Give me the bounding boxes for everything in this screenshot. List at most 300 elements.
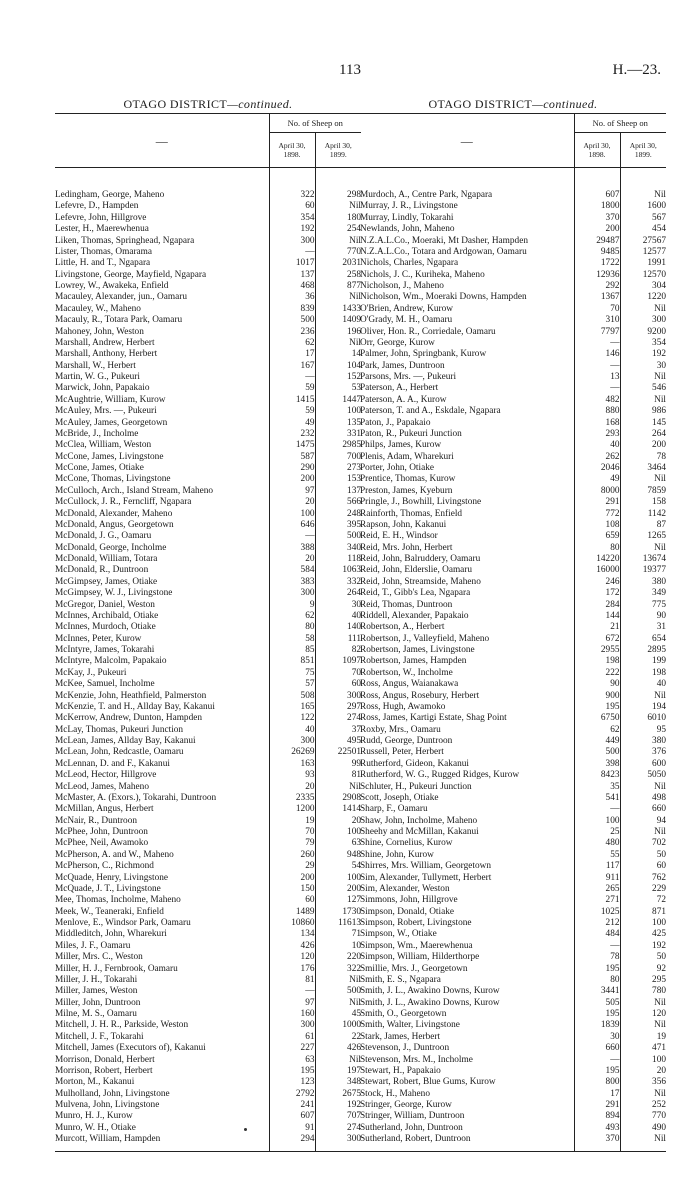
sheep-1898: 123	[269, 1077, 315, 1088]
sheep-1898: 78	[574, 952, 620, 963]
sheep-1899: 90	[620, 611, 666, 622]
table-row	[55, 440, 361, 451]
table-row	[55, 918, 361, 929]
sheep-1898: 659	[574, 531, 620, 542]
table-row	[360, 213, 666, 224]
sheep-1898: 192	[269, 224, 315, 235]
sheep-1898: 7797	[574, 327, 620, 338]
sheep-1899: 53	[315, 383, 361, 394]
sheep-1898: 894	[574, 1111, 620, 1122]
sheep-1899: 30	[315, 600, 361, 611]
owner-name: McCulloch, Arch., Island Stream, Maheno	[55, 485, 214, 496]
owner-name: Sutherland, John, Duntroon	[360, 1122, 463, 1133]
sheep-1899: 87	[620, 520, 666, 531]
sheep-1899: 78	[620, 452, 666, 463]
sheep-1898: 195	[269, 1066, 315, 1077]
sheep-1899: 104	[315, 361, 361, 372]
sheep-1899: 770	[620, 1111, 666, 1122]
table-row	[360, 588, 666, 599]
sheep-1898: 1415	[269, 395, 315, 406]
table-row	[360, 474, 666, 485]
table-row	[55, 247, 361, 258]
sheep-1898: —	[574, 383, 620, 394]
owner-name: Milne, M. S., Oamaru	[55, 1009, 137, 1019]
sheep-1898: 75	[269, 668, 315, 679]
sheep-1899: Nil	[620, 691, 666, 702]
sheep-1899: Nil	[315, 998, 361, 1009]
sheep-1899: 37	[315, 725, 361, 736]
sheep-1898: 168	[574, 418, 620, 429]
owner-name: Rainforth, Thomas, Enfield	[360, 508, 463, 519]
sheep-1898: 70	[269, 827, 315, 838]
sheep-1899: 100	[315, 873, 361, 884]
sheep-1899: 252	[620, 1100, 666, 1111]
sheep-1899: 1409	[315, 315, 361, 326]
table-row	[360, 611, 666, 622]
sheep-1899: 297	[315, 702, 361, 713]
table-row	[55, 418, 361, 429]
table-row	[55, 736, 361, 747]
owner-name: N.Z.A.L.Co., Moeraki, Mt Dasher, Hampden	[360, 235, 528, 246]
table-row	[360, 486, 666, 497]
table-row	[360, 1100, 666, 1111]
sheep-1898: 851	[269, 656, 315, 667]
sheep-1898: 241	[269, 1100, 315, 1111]
sheep-1899: 1097	[315, 656, 361, 667]
owner-name: Lefevre, D., Hampden	[55, 201, 139, 212]
owner-name: Murcott, William, Hampden	[55, 1134, 161, 1145]
sheep-1899: Nil	[620, 304, 666, 315]
sheep-1898: 58	[269, 634, 315, 645]
sheep-1898: 100	[269, 509, 315, 520]
sheep-1899: 331	[315, 429, 361, 440]
sheep-1898: 62	[269, 611, 315, 622]
sheep-1899: 200	[315, 884, 361, 895]
table-row	[360, 543, 666, 554]
sheep-1899: 19	[620, 1032, 666, 1043]
sheep-1899: 45	[315, 1009, 361, 1020]
table-row	[360, 668, 666, 679]
table-row	[55, 873, 361, 884]
sheep-1899: 1142	[620, 509, 666, 520]
table-row	[55, 213, 361, 224]
owner-name: Sharp, F., Oamaru	[360, 804, 428, 815]
table-row	[360, 406, 666, 417]
sheep-1898: 63	[269, 1055, 315, 1066]
table-row	[360, 782, 666, 793]
sheep-1899: 13674	[620, 554, 666, 565]
sheep-1899: 1447	[315, 395, 361, 406]
table-row	[55, 895, 361, 906]
sheep-1898: 310	[574, 315, 620, 326]
owner-name: McDonald, J. G., Oamaru	[55, 531, 152, 542]
sheep-1898: 508	[269, 691, 315, 702]
sheep-1899: 332	[315, 577, 361, 588]
owner-name: Stevenson, J., Duntroon	[360, 1043, 450, 1054]
table-row	[55, 270, 361, 281]
table-row	[360, 907, 666, 918]
owner-name: Macauly, R., Totara Park, Oamaru	[55, 315, 183, 326]
sheep-1899: 304	[620, 281, 666, 292]
sheep-1898: 660	[574, 1043, 620, 1054]
owner-name: Prentice, Thomas, Kurow	[360, 474, 456, 485]
sheep-1899: 31	[620, 622, 666, 633]
sheep-1898: 10860	[269, 918, 315, 929]
owner-name: Ledingham, George, Maheno	[55, 190, 165, 200]
owner-name: Park, James, Duntroon	[360, 360, 445, 371]
sheep-1899: 264	[315, 588, 361, 599]
sheep-1898: 49	[269, 418, 315, 429]
table-row	[55, 611, 361, 622]
sheep-1899: 770	[315, 247, 361, 258]
table-row	[55, 463, 361, 474]
sheep-count-header: No. of Sheep on	[574, 114, 666, 133]
sheep-1898: 262	[574, 452, 620, 463]
sheep-1898: 482	[574, 395, 620, 406]
sheep-1899: 12570	[620, 270, 666, 281]
sheep-1898: 3441	[574, 986, 620, 997]
sheep-1899: 500	[315, 986, 361, 997]
sheep-1899: 158	[620, 497, 666, 508]
sheep-1898: 493	[574, 1123, 620, 1134]
sheep-1899: Nil	[315, 975, 361, 986]
table-row	[360, 691, 666, 702]
sheep-1898: 91	[269, 1123, 315, 1134]
table-row	[360, 292, 666, 303]
table-row	[360, 725, 666, 736]
owner-name: McGimpsey, James, Otiake	[55, 576, 158, 587]
owner-name: O'Brien, Andrew, Kurow	[360, 303, 453, 314]
table-row	[55, 884, 361, 895]
table-row	[360, 1134, 666, 1145]
sheep-1899: 199	[620, 656, 666, 667]
sheep-1899: 762	[620, 873, 666, 884]
sheep-1898: 484	[574, 929, 620, 940]
owner-name: Shine, John, Kurow	[360, 849, 434, 860]
table-row	[55, 964, 361, 975]
sheep-1898: 146	[574, 349, 620, 360]
sheep-1898: 17	[269, 349, 315, 360]
sheep-1899: 454	[620, 224, 666, 235]
table-row	[55, 759, 361, 770]
table-row	[55, 986, 361, 997]
owner-name: Newlands, John, Maheno	[360, 224, 455, 235]
owner-name: McCone, Thomas, Livingstone	[55, 474, 171, 485]
sheep-1899: 50	[620, 952, 666, 963]
table-row	[360, 622, 666, 633]
owner-name: Oliver, Hon. R., Corriedale, Oamaru	[360, 326, 496, 337]
sheep-1899: 194	[620, 702, 666, 713]
sheep-1899: 702	[620, 838, 666, 849]
owner-name: Paterson, T. and A., Eskdale, Ngapara	[360, 406, 501, 417]
owner-name: McLean, James, Allday Bay, Kakanui	[55, 736, 196, 746]
owner-name: McGimpsey, W. J., Livingstone	[55, 588, 173, 599]
sheep-1899: Nil	[315, 236, 361, 247]
table-row	[360, 736, 666, 747]
sheep-1899: 948	[315, 850, 361, 861]
owner-name: McAuley, Mrs. —, Pukeuri	[55, 406, 157, 417]
table-row	[360, 429, 666, 440]
sheep-1898: 93	[269, 770, 315, 781]
owner-name: Marwick, John, Papakaio	[55, 383, 150, 394]
table-row	[360, 998, 666, 1009]
table-row	[360, 1111, 666, 1122]
table-row	[55, 383, 361, 394]
sheep-1898: 163	[269, 759, 315, 770]
owner-name: Ross, James, Kartigi Estate, Shag Point	[360, 713, 507, 724]
sheep-1899: 274	[315, 1123, 361, 1134]
owner-name: McAuley, James, Georgetown	[55, 417, 168, 428]
owner-name: Rutherford, W. G., Rugged Ridges, Kurow	[360, 770, 520, 781]
table-row	[55, 474, 361, 485]
owner-name: McDonald, Angus, Georgetown	[55, 519, 174, 530]
table-row	[55, 452, 361, 463]
owner-name: McCone, James, Otiake	[55, 463, 144, 473]
sheep-1899: 71	[315, 929, 361, 940]
sheep-1898: 370	[574, 213, 620, 224]
sheep-1899: 27567	[620, 236, 666, 247]
table-row	[360, 440, 666, 451]
sheep-1898: 468	[269, 281, 315, 292]
table-row	[360, 224, 666, 235]
sheep-1899: 298	[315, 190, 361, 201]
owner-name: Reid, John, Streamside, Maheno	[360, 576, 481, 587]
sheep-1898: 176	[269, 964, 315, 975]
table-row	[360, 702, 666, 713]
owner-name: Stringer, George, Kurow	[360, 1100, 452, 1110]
sheep-1898: 300	[269, 236, 315, 247]
table-row	[55, 201, 361, 212]
sheep-1898: —	[574, 1055, 620, 1066]
sheep-1898: 19	[269, 816, 315, 827]
owner-name: McDonald, R., Duntroon	[55, 565, 149, 576]
sheep-1899: Nil	[620, 1134, 666, 1145]
sheep-1899: 348	[315, 1077, 361, 1088]
owner-name: McDonald, George, Incholme	[55, 542, 167, 553]
table-row	[55, 1055, 361, 1066]
owner-name: Lester, H., Maerewhenua	[55, 224, 149, 235]
sheep-1898: 1025	[574, 907, 620, 918]
owner-name: Reid, John, Elderslie, Oamaru	[360, 565, 473, 576]
table-row	[55, 1100, 361, 1111]
table-row	[55, 725, 361, 736]
table-row	[360, 986, 666, 997]
owner-name: McCone, James, Livingstone	[55, 451, 164, 462]
table-row	[55, 747, 361, 758]
sheep-1899: 1063	[315, 565, 361, 576]
table-row	[55, 372, 361, 383]
sheep-1899: 127	[315, 895, 361, 906]
sheep-1899: 258	[315, 270, 361, 281]
sheep-1899: 19377	[620, 565, 666, 576]
table-row	[55, 827, 361, 838]
sheep-1898: 646	[269, 520, 315, 531]
sheep-1899: 92	[620, 964, 666, 975]
owner-name: Simpson, W., Otiake	[360, 929, 437, 940]
sheep-1898: —	[574, 804, 620, 815]
sheep-1899: Nil	[620, 827, 666, 838]
owner-name: McCullock, J. R., Ferncliff, Ngapara	[55, 497, 192, 508]
sheep-1899: 63	[315, 838, 361, 849]
stray-mark	[244, 1128, 247, 1131]
sheep-1899: 72	[620, 895, 666, 906]
owner-name: Stewart, Robert, Blue Gums, Kurow	[360, 1077, 496, 1088]
sheep-1898: 165	[269, 702, 315, 713]
sheep-1899: 145	[620, 418, 666, 429]
table-row	[360, 861, 666, 872]
table-row	[360, 1123, 666, 1134]
table-row	[360, 509, 666, 520]
owner-name: Reid, John, Balruddery, Oamaru	[360, 554, 481, 564]
table-row	[55, 543, 361, 554]
sheep-1898: 9	[269, 600, 315, 611]
table-row	[55, 770, 361, 781]
table-row	[55, 531, 361, 542]
sheep-1898: 265	[574, 884, 620, 895]
owner-name: McPhee, Neil, Awamoko	[55, 838, 149, 849]
table-row	[55, 713, 361, 724]
sheep-1898: 12936	[574, 270, 620, 281]
sheep-1899: 82	[315, 645, 361, 656]
owner-name: Robertson, James, Hampden	[360, 656, 467, 667]
sheep-1898: 79	[269, 838, 315, 849]
sheep-1899: 426	[315, 1043, 361, 1054]
table-row	[360, 497, 666, 508]
sheep-1898: 284	[574, 600, 620, 611]
sheep-1898: 587	[269, 452, 315, 463]
table-row	[55, 406, 361, 417]
sheep-1898: 6750	[574, 713, 620, 724]
owner-name: McLeod, Hector, Hillgrove	[55, 770, 157, 781]
table-row	[360, 349, 666, 360]
table-row	[360, 929, 666, 940]
owner-name: McKerrow, Andrew, Dunton, Hampden	[55, 713, 202, 724]
sheep-1899: 11613	[315, 918, 361, 929]
owner-name: McInnes, Archibald, Otiake	[55, 610, 159, 621]
sheep-1899: Nil	[620, 1020, 666, 1031]
table-row	[55, 861, 361, 872]
sheep-1898: 25	[574, 827, 620, 838]
sheep-1898: 80	[574, 543, 620, 554]
table-row	[55, 486, 361, 497]
sheep-1899: 20	[315, 816, 361, 827]
owner-name: Orr, George, Kurow	[360, 337, 435, 348]
sheep-1899: 3464	[620, 463, 666, 474]
owner-name: Reid, T., Gibb's Lea, Ngapara	[360, 588, 471, 599]
sheep-1898: 294	[269, 1134, 315, 1145]
sheep-1898: —	[269, 986, 315, 997]
sheep-1899: 264	[620, 429, 666, 440]
sheep-1898: 480	[574, 838, 620, 849]
sheep-1898: 62	[574, 725, 620, 736]
sheep-1898: —	[574, 338, 620, 349]
owner-name: Miller, Mrs. C., Weston	[55, 952, 143, 963]
table-row	[55, 622, 361, 633]
sheep-1899: 100	[315, 827, 361, 838]
sheep-1898: 108	[574, 520, 620, 531]
sheep-1898: 200	[269, 873, 315, 884]
owner-name: Parsons, Mrs. —, Pukeuri	[360, 372, 457, 382]
sheep-1898: 120	[269, 952, 315, 963]
sheep-1898: 541	[574, 793, 620, 804]
table-row	[360, 383, 666, 394]
sheep-1898: 62	[269, 338, 315, 349]
sheep-1898: 672	[574, 634, 620, 645]
owner-name: McDonald, William, Totara	[55, 554, 158, 564]
sheep-1898: 222	[574, 668, 620, 679]
sheep-1899: 192	[620, 941, 666, 952]
table-row	[55, 224, 361, 235]
page-number: 113	[339, 62, 361, 78]
owner-name: Robertson, James, Livingstone	[360, 645, 475, 655]
left-sheep-table	[55, 113, 361, 1152]
table-row	[360, 747, 666, 758]
sheep-count-header: No. of Sheep on	[269, 114, 361, 133]
table-row	[360, 452, 666, 463]
sheep-1898: 1475	[269, 440, 315, 451]
table-row	[360, 816, 666, 827]
table-row	[55, 679, 361, 690]
sheep-1898: 236	[269, 327, 315, 338]
owner-name: Nichols, Charles, Ngapara	[360, 258, 459, 269]
sheep-1899: Nil	[620, 474, 666, 485]
table-row	[55, 1111, 361, 1122]
table-row	[360, 952, 666, 963]
sheep-1899: 111	[315, 634, 361, 645]
owner-name: Paterson, A. A., Kurow	[360, 394, 447, 405]
table-row	[360, 201, 666, 212]
sheep-1899: Nil	[315, 292, 361, 303]
sheep-1898: 1839	[574, 1020, 620, 1031]
owner-name: McQuade, J. T., Livingstone	[55, 883, 161, 894]
sheep-1899: 60	[315, 679, 361, 690]
sheep-1899: 700	[315, 452, 361, 463]
right-table-body	[360, 190, 666, 1146]
table-row	[55, 793, 361, 804]
table-row	[55, 497, 361, 508]
sheep-1899: 2908	[315, 793, 361, 804]
table-row	[55, 1066, 361, 1077]
sheep-1898: 21	[574, 622, 620, 633]
sheep-1899: 356	[620, 1077, 666, 1088]
owner-name: Paton, R., Pukeuri Junction	[360, 428, 462, 439]
sheep-1898: 35	[574, 782, 620, 793]
sheep-1899: 9200	[620, 327, 666, 338]
owner-name: Miller, John, Duntroon	[55, 997, 141, 1008]
sheep-1898: 839	[269, 304, 315, 315]
sheep-1898: 59	[269, 406, 315, 417]
owner-name: Simpson, William, Hilderthorpe	[360, 952, 480, 963]
table-row	[360, 1089, 666, 1100]
sheep-1899: 2675	[315, 1089, 361, 1100]
sheep-1898: 800	[574, 1077, 620, 1088]
table-row	[55, 816, 361, 827]
sheep-1899: 229	[620, 884, 666, 895]
table-row	[360, 600, 666, 611]
sheep-1899: 780	[620, 986, 666, 997]
sheep-1899: 354	[620, 338, 666, 349]
sheep-1898: 200	[574, 224, 620, 235]
sheep-1899: 137	[315, 486, 361, 497]
owner-name: Mulholland, John, Livingstone	[55, 1088, 170, 1099]
sheep-1899: 986	[620, 406, 666, 417]
owner-name: N.Z.A.L.Co., Totara and Ardgowan, Oamaru	[360, 246, 527, 257]
right-sheep-table	[360, 113, 666, 1152]
owner-name: McBride, J., Incholme	[55, 428, 139, 439]
owner-name: Morrison, Donald, Herbert	[55, 1054, 155, 1065]
sheep-1899: 1220	[620, 292, 666, 303]
sheep-1899: Nil	[315, 782, 361, 793]
